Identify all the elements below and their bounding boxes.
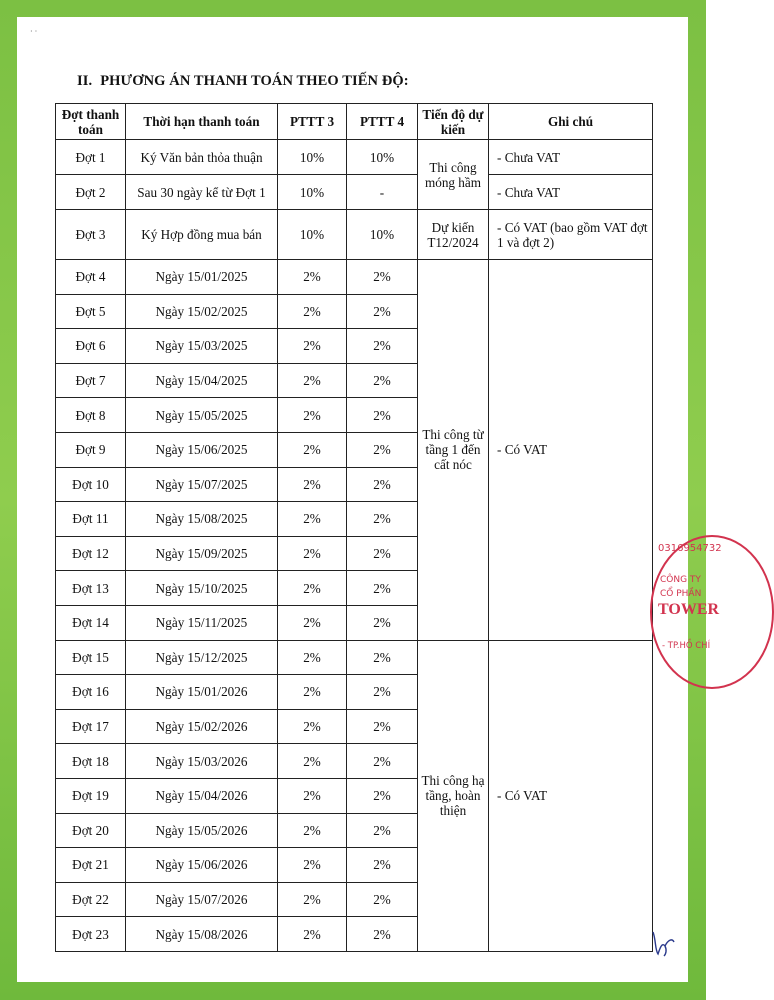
deadline-cell: Ký Hợp đồng mua bán [126, 210, 278, 260]
note-cell: - Có VAT [489, 260, 653, 641]
table-row [56, 140, 653, 175]
pttt3-cell: 2% [278, 398, 347, 433]
pttt3-cell: 2% [278, 467, 347, 502]
pttt3-cell: 2% [278, 432, 347, 467]
installment-cell: Đợt 16 [56, 675, 126, 710]
signature-mark [650, 928, 676, 958]
deadline-cell: Ngày 15/06/2026 [126, 848, 278, 883]
pttt3-cell: 2% [278, 605, 347, 640]
table-row [56, 210, 653, 260]
pttt4-cell: 2% [347, 363, 418, 398]
deadline-cell: Ngày 15/01/2026 [126, 675, 278, 710]
pttt3-cell: 2% [278, 536, 347, 571]
pttt3-cell: 2% [278, 675, 347, 710]
table-row [56, 260, 653, 295]
pttt4-cell: 2% [347, 294, 418, 329]
pttt3-cell: 2% [278, 917, 347, 952]
header-progress: Tiến độ dự kiến [418, 104, 489, 140]
pttt4-cell: 2% [347, 398, 418, 433]
deadline-cell: Ngày 15/12/2025 [126, 640, 278, 675]
deadline-cell: Ngày 15/07/2025 [126, 467, 278, 502]
deadline-cell: Ngày 15/03/2025 [126, 329, 278, 364]
stamp-line-company: CÔNG TY [660, 575, 701, 585]
note-cell: - Có VAT (bao gồm VAT đợt 1 và đợt 2) [489, 210, 653, 260]
deadline-cell: Ngày 15/01/2025 [126, 260, 278, 295]
pttt3-cell: 2% [278, 778, 347, 813]
pttt3-cell: 2% [278, 502, 347, 537]
installment-cell: Đợt 10 [56, 467, 126, 502]
deadline-cell: Ngày 15/03/2026 [126, 744, 278, 779]
pttt4-cell: 2% [347, 536, 418, 571]
pttt3-cell: 2% [278, 260, 347, 295]
installment-cell: Đợt 2 [56, 175, 126, 210]
deadline-cell: Ngày 15/05/2025 [126, 398, 278, 433]
installment-cell: Đợt 13 [56, 571, 126, 606]
note-cell: - Chưa VAT [489, 175, 653, 210]
pttt3-cell: 2% [278, 329, 347, 364]
pttt3-cell: 2% [278, 848, 347, 883]
installment-cell: Đợt 21 [56, 848, 126, 883]
installment-cell: Đợt 12 [56, 536, 126, 571]
company-stamp [650, 535, 774, 689]
section-number: II. [77, 73, 93, 89]
deadline-cell: Ngày 15/09/2025 [126, 536, 278, 571]
installment-cell: Đợt 8 [56, 398, 126, 433]
header-deadline: Thời hạn thanh toán [126, 104, 278, 140]
note-cell: - Có VAT [489, 640, 653, 951]
stamp-line-joint-stock: CỔ PHẦN [660, 589, 702, 599]
installment-cell: Đợt 6 [56, 329, 126, 364]
stamp-tax-code: 0316954732 [658, 543, 722, 554]
pttt3-cell: 2% [278, 294, 347, 329]
pttt4-cell: 2% [347, 848, 418, 883]
deadline-cell: Ngày 15/04/2026 [126, 778, 278, 813]
progress-cell: Thi công từ tầng 1 đến cất nóc [418, 260, 489, 641]
deadline-cell: Ngày 15/08/2026 [126, 917, 278, 952]
deadline-cell: Ngày 15/04/2025 [126, 363, 278, 398]
header-pttt4: PTTT 4 [347, 104, 418, 140]
progress-cell: Dự kiến T12/2024 [418, 210, 489, 260]
payment-schedule-table [55, 103, 653, 952]
installment-cell: Đợt 1 [56, 140, 126, 175]
pttt3-cell: 2% [278, 571, 347, 606]
pttt3-cell: 2% [278, 363, 347, 398]
pttt4-cell: 2% [347, 502, 418, 537]
installment-cell: Đợt 4 [56, 260, 126, 295]
pttt3-cell: 10% [278, 140, 347, 175]
installment-cell: Đợt 17 [56, 709, 126, 744]
installment-cell: Đợt 15 [56, 640, 126, 675]
pttt4-cell: 2% [347, 917, 418, 952]
progress-cell: Thi công hạ tầng, hoàn thiện [418, 640, 489, 951]
pttt4-cell: 2% [347, 675, 418, 710]
pttt4-cell: 10% [347, 140, 418, 175]
header-pttt3: PTTT 3 [278, 104, 347, 140]
deadline-cell: Ngày 15/07/2026 [126, 882, 278, 917]
pttt4-cell: 2% [347, 709, 418, 744]
scan-speckles: · · [30, 27, 38, 36]
header-note: Ghi chú [489, 104, 653, 140]
deadline-cell: Ngày 15/08/2025 [126, 502, 278, 537]
pttt4-cell: 2% [347, 744, 418, 779]
deadline-cell: Ngày 15/02/2025 [126, 294, 278, 329]
pttt4-cell: 2% [347, 640, 418, 675]
pttt4-cell: 2% [347, 467, 418, 502]
installment-cell: Đợt 7 [56, 363, 126, 398]
deadline-cell: Ký Văn bản thỏa thuận [126, 140, 278, 175]
pttt3-cell: 2% [278, 709, 347, 744]
section-title: PHƯƠNG ÁN THANH TOÁN THEO TIẾN ĐỘ: [100, 73, 409, 89]
installment-cell: Đợt 14 [56, 605, 126, 640]
deadline-cell: Ngày 15/11/2025 [126, 605, 278, 640]
table-row [56, 175, 653, 210]
progress-cell: Thi công móng hầm [418, 140, 489, 210]
installment-cell: Đợt 5 [56, 294, 126, 329]
stamp-line-city: - TP.HỒ CHÍ [662, 641, 711, 651]
pttt3-cell: 2% [278, 640, 347, 675]
deadline-cell: Sau 30 ngày kể từ Đợt 1 [126, 175, 278, 210]
table-row [56, 640, 653, 675]
stamp-line-name: TOWER [658, 601, 720, 618]
deadline-cell: Ngày 15/06/2025 [126, 432, 278, 467]
note-cell: - Chưa VAT [489, 140, 653, 175]
installment-cell: Đợt 11 [56, 502, 126, 537]
installment-cell: Đợt 3 [56, 210, 126, 260]
pttt4-cell: 2% [347, 329, 418, 364]
pttt3-cell: 2% [278, 813, 347, 848]
installment-cell: Đợt 18 [56, 744, 126, 779]
installment-cell: Đợt 23 [56, 917, 126, 952]
pttt4-cell: 2% [347, 260, 418, 295]
pttt4-cell: 2% [347, 813, 418, 848]
pttt4-cell: 2% [347, 432, 418, 467]
pttt4-cell: 2% [347, 571, 418, 606]
deadline-cell: Ngày 15/10/2025 [126, 571, 278, 606]
table-header-row [56, 104, 653, 140]
pttt3-cell: 2% [278, 882, 347, 917]
pttt4-cell: 2% [347, 605, 418, 640]
installment-cell: Đợt 20 [56, 813, 126, 848]
pttt4-cell: 2% [347, 882, 418, 917]
installment-cell: Đợt 19 [56, 778, 126, 813]
pttt4-cell: - [347, 175, 418, 210]
deadline-cell: Ngày 15/02/2026 [126, 709, 278, 744]
section-heading [77, 73, 409, 90]
pttt3-cell: 2% [278, 744, 347, 779]
header-installment: Đợt thanh toán [56, 104, 126, 140]
installment-cell: Đợt 22 [56, 882, 126, 917]
deadline-cell: Ngày 15/05/2026 [126, 813, 278, 848]
pttt3-cell: 10% [278, 210, 347, 260]
pttt3-cell: 10% [278, 175, 347, 210]
installment-cell: Đợt 9 [56, 432, 126, 467]
pttt4-cell: 2% [347, 778, 418, 813]
pttt4-cell: 10% [347, 210, 418, 260]
